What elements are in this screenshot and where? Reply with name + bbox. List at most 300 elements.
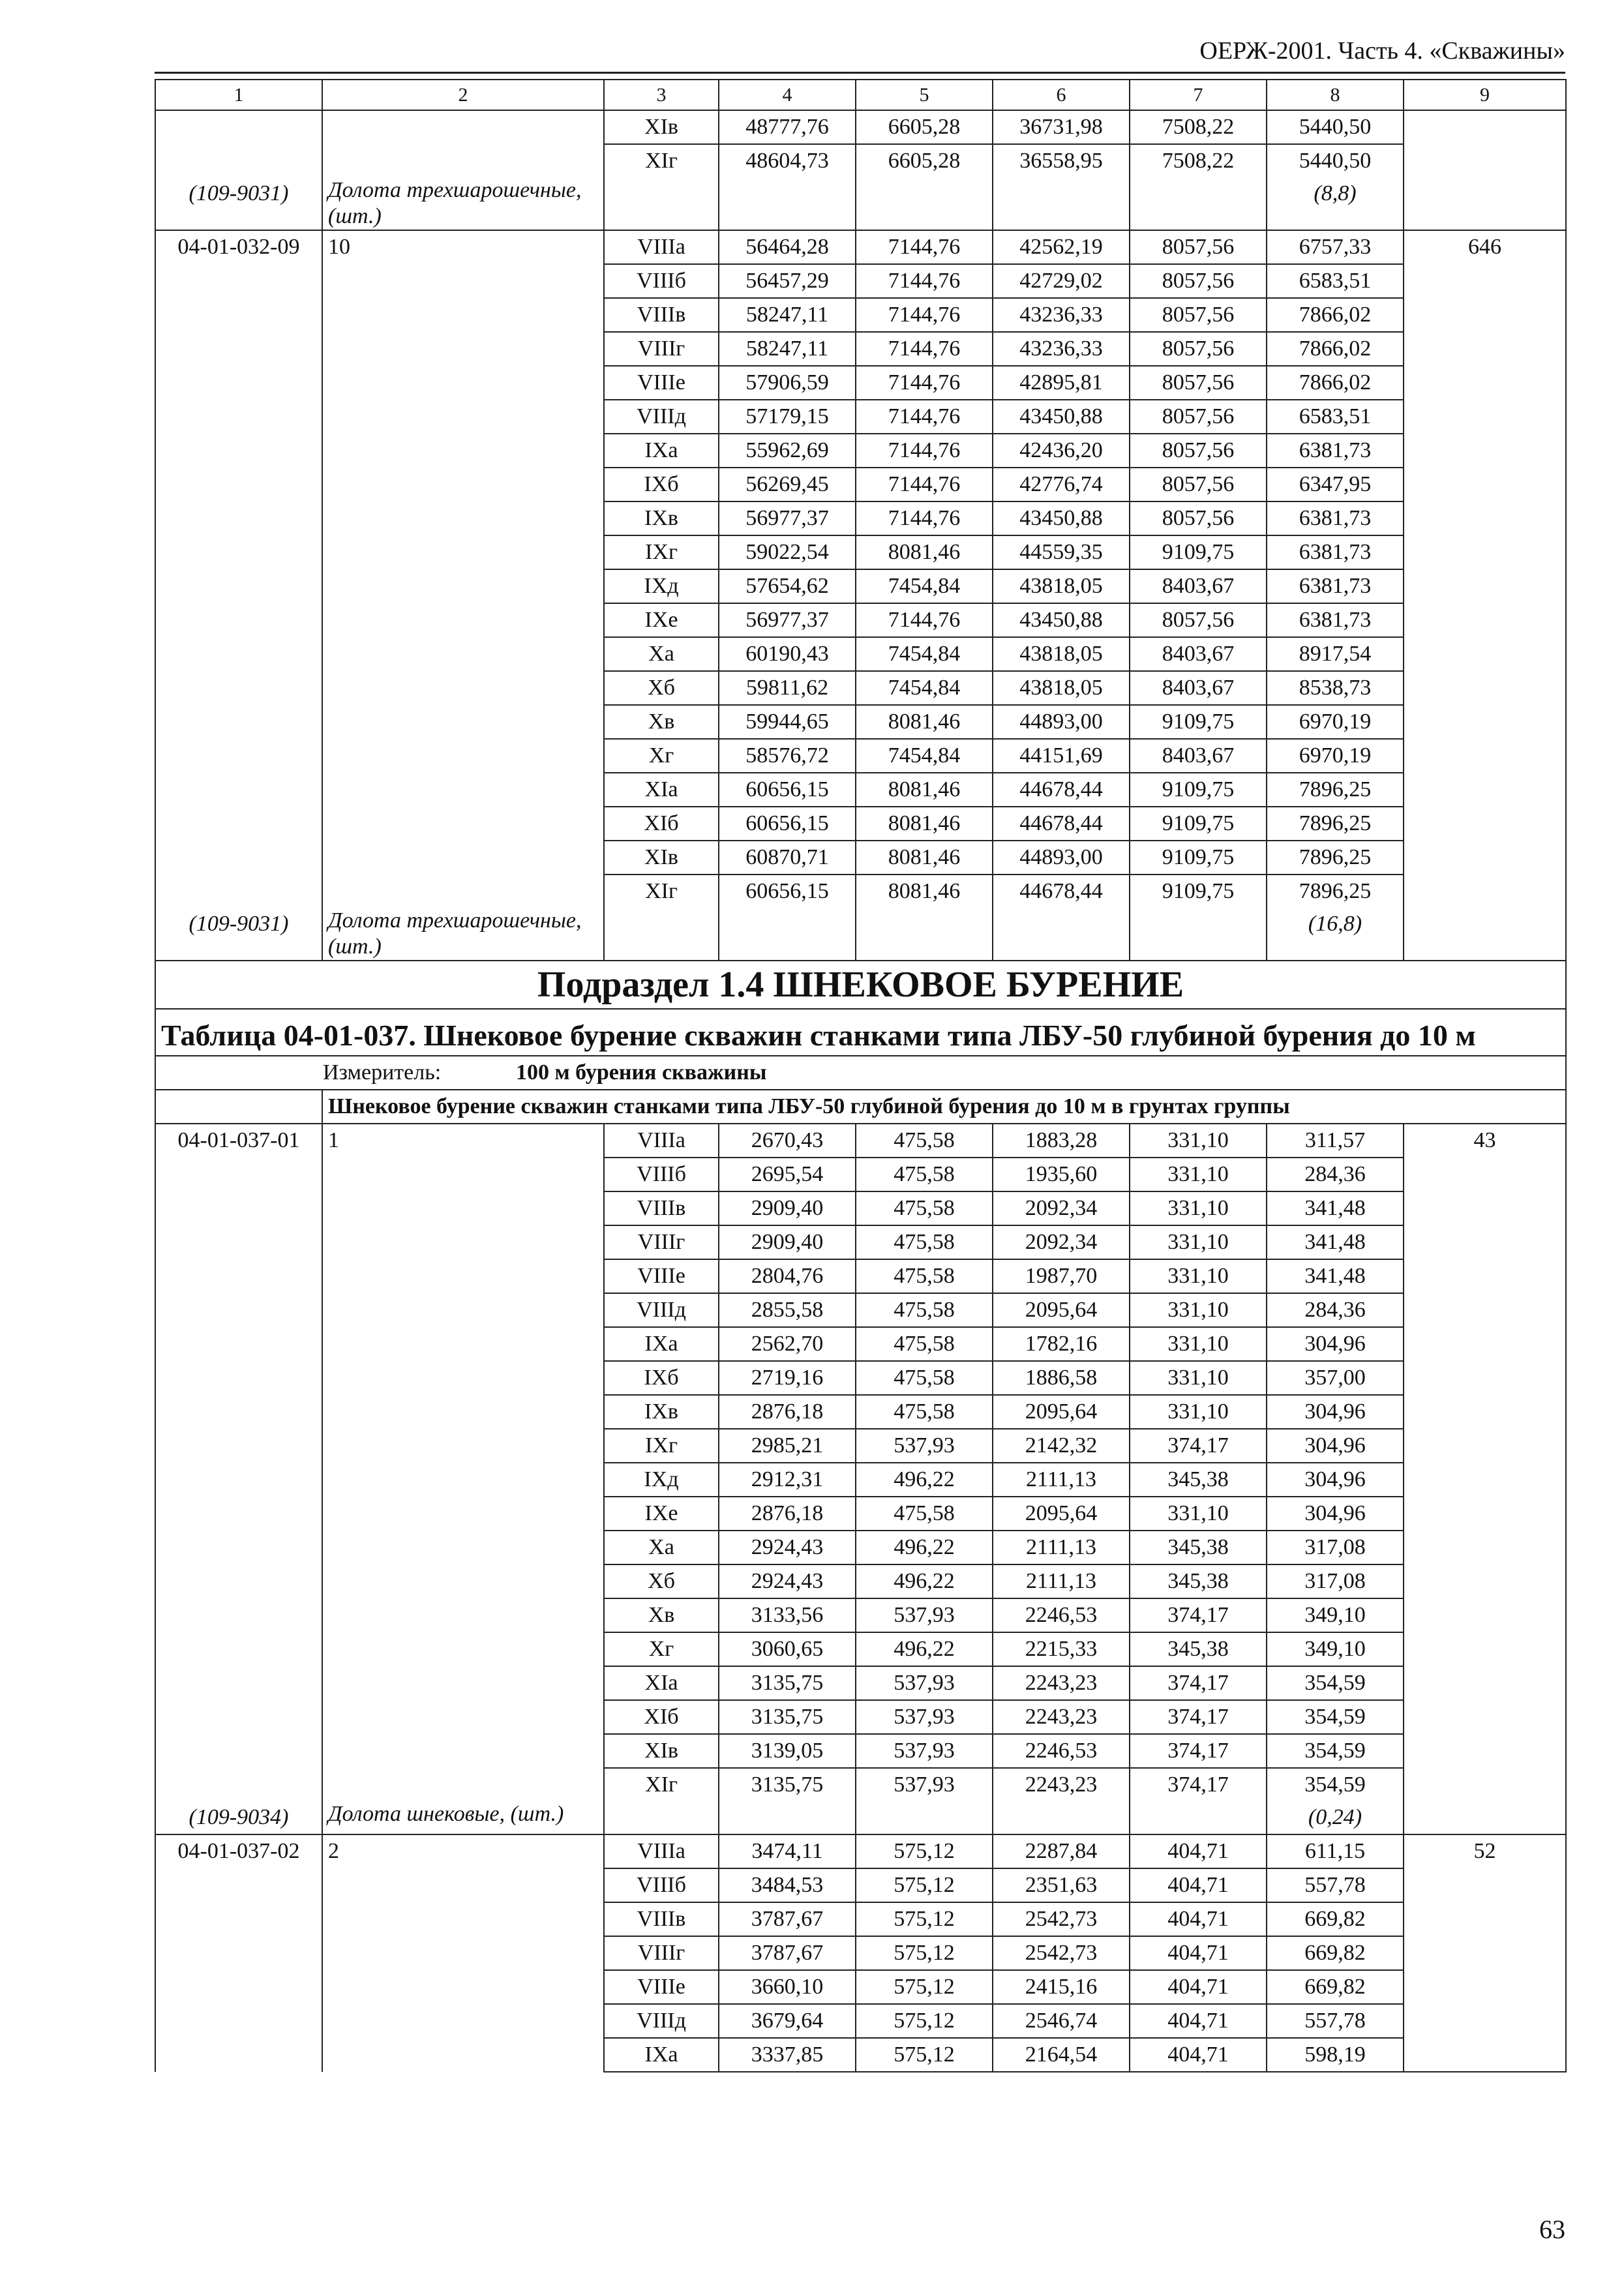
price-value: 331,10: [1130, 1293, 1267, 1327]
price-value: 7144,76: [856, 366, 993, 400]
price-value: 9109,75: [1130, 773, 1267, 807]
soil-group: XIг: [604, 144, 719, 177]
price-value: 2670,43: [719, 1124, 856, 1158]
price-value: 42729,02: [993, 264, 1130, 298]
price-value: 2876,18: [719, 1497, 856, 1531]
soil-group: IXа: [604, 1327, 719, 1361]
price-value: 2287,84: [993, 1834, 1130, 1868]
soil-group: VIIIа: [604, 1834, 719, 1868]
price-value: 1883,28: [993, 1124, 1130, 1158]
price-value: 8057,56: [1130, 264, 1267, 298]
resource-name: Долота трехшарошечные, (шт.): [322, 177, 604, 230]
soil-group: Xг: [604, 739, 719, 773]
price-value: 1987,70: [993, 1259, 1130, 1293]
table-title: Таблица 04-01-037. Шнековое бурение скважин станками типа ЛБУ-50 глубиной бурения до 10 м: [155, 1009, 1566, 1056]
soil-group: VIIIе: [604, 366, 719, 400]
resource-empty: [1130, 908, 1267, 961]
price-value: 56464,28: [719, 230, 856, 264]
section-title: Подраздел 1.4 ШНЕКОВОЕ БУРЕНИЕ: [155, 961, 1566, 1009]
price-value: 557,78: [1267, 1868, 1404, 1902]
soil-group: Xв: [604, 705, 719, 739]
price-value: 60656,15: [719, 773, 856, 807]
price-value: 317,08: [1267, 1564, 1404, 1598]
resource-empty: [604, 908, 719, 961]
price-value: 5440,50: [1267, 110, 1404, 144]
price-value: 6381,73: [1267, 501, 1404, 535]
price-value: 6605,28: [856, 110, 993, 144]
soil-group: XIв: [604, 841, 719, 875]
resource-empty: [993, 1801, 1130, 1834]
price-value: 3133,56: [719, 1598, 856, 1632]
price-value: 6347,95: [1267, 468, 1404, 501]
soil-group: Xв: [604, 1598, 719, 1632]
measure-value: 100 м бурения скважины: [516, 1060, 767, 1085]
price-value: 575,12: [856, 1936, 993, 1970]
price-value: 404,71: [1130, 1970, 1267, 2004]
price-value: 1935,60: [993, 1158, 1130, 1191]
column-9-value: 52: [1404, 1834, 1566, 2072]
price-value: 7896,25: [1267, 773, 1404, 807]
soil-group: VIIIе: [604, 1970, 719, 2004]
price-value: 6381,73: [1267, 569, 1404, 603]
soil-group: VIIIд: [604, 400, 719, 434]
price-value: 44678,44: [993, 875, 1130, 908]
price-value: 2164,54: [993, 2038, 1130, 2072]
price-value: 43818,05: [993, 671, 1130, 705]
price-value: 304,96: [1267, 1395, 1404, 1429]
resource-empty: [1130, 1801, 1267, 1834]
price-value: 7454,84: [856, 671, 993, 705]
price-value: 7144,76: [856, 332, 993, 366]
price-value: 2855,58: [719, 1293, 856, 1327]
price-value: 8057,56: [1130, 230, 1267, 264]
price-value: 8403,67: [1130, 739, 1267, 773]
price-value: 2695,54: [719, 1158, 856, 1191]
price-value: 7866,02: [1267, 332, 1404, 366]
soil-group: Xа: [604, 1531, 719, 1564]
price-value: 475,58: [856, 1225, 993, 1259]
price-value: 3787,67: [719, 1936, 856, 1970]
table-row: [155, 1834, 1566, 1868]
price-value: 7144,76: [856, 468, 993, 501]
norm-code-empty: [155, 110, 322, 177]
price-value: 537,93: [856, 1429, 993, 1463]
measure: [155, 1056, 1566, 1090]
price-value: 9109,75: [1130, 535, 1267, 569]
price-value: 331,10: [1130, 1497, 1267, 1531]
soil-group: Xб: [604, 1564, 719, 1598]
price-value: 317,08: [1267, 1531, 1404, 1564]
price-value: 354,59: [1267, 1734, 1404, 1768]
price-value: 7896,25: [1267, 841, 1404, 875]
soil-group: IXб: [604, 468, 719, 501]
price-value: 43818,05: [993, 637, 1130, 671]
price-value: 44559,35: [993, 535, 1130, 569]
price-value: 331,10: [1130, 1259, 1267, 1293]
soil-group: XIв: [604, 110, 719, 144]
price-value: 349,10: [1267, 1632, 1404, 1666]
price-value: 36558,95: [993, 144, 1130, 177]
price-value: 8403,67: [1130, 637, 1267, 671]
price-value: 2095,64: [993, 1293, 1130, 1327]
resource-name: Долота трехшарошечные, (шт.): [322, 908, 604, 961]
price-value: 284,36: [1267, 1158, 1404, 1191]
price-value: 55962,69: [719, 434, 856, 468]
soil-group: XIа: [604, 1666, 719, 1700]
soil-group: IXг: [604, 1429, 719, 1463]
price-value: 7896,25: [1267, 807, 1404, 841]
price-value: 345,38: [1130, 1564, 1267, 1598]
price-value: 7866,02: [1267, 298, 1404, 332]
price-value: 9109,75: [1130, 807, 1267, 841]
price-value: 48604,73: [719, 144, 856, 177]
price-value: 7144,76: [856, 230, 993, 264]
price-value: 58247,11: [719, 332, 856, 366]
price-value: 575,12: [856, 1834, 993, 1868]
price-value: 8057,56: [1130, 298, 1267, 332]
price-value: 2111,13: [993, 1531, 1130, 1564]
measure-row: [155, 1056, 1566, 1090]
price-value: 2562,70: [719, 1327, 856, 1361]
soil-group: IXе: [604, 603, 719, 637]
price-value: 60190,43: [719, 637, 856, 671]
price-value: 42436,20: [993, 434, 1130, 468]
price-value: 59944,65: [719, 705, 856, 739]
price-value: 3660,10: [719, 1970, 856, 2004]
soil-group: XIа: [604, 773, 719, 807]
column-number-row: [155, 80, 1566, 110]
price-value: 404,71: [1130, 2038, 1267, 2072]
price-value: 475,58: [856, 1259, 993, 1293]
price-value: 42562,19: [993, 230, 1130, 264]
price-value: 42895,81: [993, 366, 1130, 400]
subtitle-row: [155, 1090, 1566, 1124]
document-header: ОЕРЖ-2001. Часть 4. «Скважины»: [1199, 37, 1565, 65]
price-value: 537,93: [856, 1666, 993, 1700]
price-value: 2095,64: [993, 1497, 1130, 1531]
price-value: 2246,53: [993, 1598, 1130, 1632]
price-value: 345,38: [1130, 1632, 1267, 1666]
soil-group: VIIIб: [604, 1868, 719, 1902]
price-value: 44893,00: [993, 705, 1130, 739]
price-value: 475,58: [856, 1395, 993, 1429]
price-value: 404,71: [1130, 1936, 1267, 1970]
price-value: 2985,21: [719, 1429, 856, 1463]
price-value: 8057,56: [1130, 603, 1267, 637]
price-value: 404,71: [1130, 1834, 1267, 1868]
price-value: 56269,45: [719, 468, 856, 501]
price-value: 57654,62: [719, 569, 856, 603]
price-value: 56457,29: [719, 264, 856, 298]
price-value: 2876,18: [719, 1395, 856, 1429]
soil-group: XIг: [604, 1768, 719, 1801]
price-value: 7144,76: [856, 434, 993, 468]
price-value: 3679,64: [719, 2004, 856, 2038]
column-number: 9: [1404, 80, 1566, 110]
price-value: 7454,84: [856, 569, 993, 603]
price-value: 2909,40: [719, 1225, 856, 1259]
price-value: 58576,72: [719, 739, 856, 773]
price-value: 6583,51: [1267, 400, 1404, 434]
price-value: 7144,76: [856, 603, 993, 637]
resource-empty: [604, 177, 719, 230]
price-value: 7144,76: [856, 400, 993, 434]
price-value: 475,58: [856, 1191, 993, 1225]
price-value: 57906,59: [719, 366, 856, 400]
price-value: 404,71: [1130, 1868, 1267, 1902]
price-value: 6381,73: [1267, 603, 1404, 637]
resource-empty: [856, 908, 993, 961]
price-value: 304,96: [1267, 1327, 1404, 1361]
soil-group: IXа: [604, 434, 719, 468]
norm-code: 04-01-037-01: [155, 1124, 322, 1801]
table-title-row: [155, 1009, 1566, 1056]
resource-quantity: (0,24): [1267, 1801, 1404, 1834]
price-value: 2215,33: [993, 1632, 1130, 1666]
resource-empty: [993, 908, 1130, 961]
price-value: 2924,43: [719, 1531, 856, 1564]
table-row: [155, 230, 1566, 264]
price-value: 3474,11: [719, 1834, 856, 1868]
price-value: 341,48: [1267, 1225, 1404, 1259]
price-value: 341,48: [1267, 1191, 1404, 1225]
price-value: 8057,56: [1130, 501, 1267, 535]
price-value: 331,10: [1130, 1225, 1267, 1259]
price-value: 341,48: [1267, 1259, 1404, 1293]
resource-row: [155, 908, 1566, 961]
soil-group: VIIIа: [604, 230, 719, 264]
soil-group: IXб: [604, 1361, 719, 1395]
column-9-value: 43: [1404, 1124, 1566, 1834]
price-value: 475,58: [856, 1293, 993, 1327]
price-value: 43818,05: [993, 569, 1130, 603]
price-value: 331,10: [1130, 1395, 1267, 1429]
price-value: 44151,69: [993, 739, 1130, 773]
resource-row: [155, 177, 1566, 230]
price-value: 496,22: [856, 1463, 993, 1497]
table-row: [155, 110, 1566, 144]
price-value: 2719,16: [719, 1361, 856, 1395]
price-value: 7454,84: [856, 739, 993, 773]
column-9-value: [1404, 110, 1566, 230]
price-value: 3139,05: [719, 1734, 856, 1768]
price-value: 311,57: [1267, 1124, 1404, 1158]
price-value: 374,17: [1130, 1598, 1267, 1632]
price-value: 43236,33: [993, 332, 1130, 366]
price-value: 56977,37: [719, 501, 856, 535]
column-number: 2: [322, 80, 604, 110]
price-value: 2415,16: [993, 1970, 1130, 2004]
price-value: 6757,33: [1267, 230, 1404, 264]
soil-group: VIIIг: [604, 1936, 719, 1970]
price-value: 537,93: [856, 1768, 993, 1801]
price-value: 6970,19: [1267, 705, 1404, 739]
measure-label: Измеритель:: [323, 1060, 442, 1085]
price-value: 8081,46: [856, 705, 993, 739]
column-number: 7: [1130, 80, 1267, 110]
price-value: 8057,56: [1130, 434, 1267, 468]
price-value: 598,19: [1267, 2038, 1404, 2072]
price-value: 59811,62: [719, 671, 856, 705]
norm-name: 1: [322, 1124, 604, 1801]
price-value: 2111,13: [993, 1463, 1130, 1497]
price-value: 284,36: [1267, 1293, 1404, 1327]
price-value: 43236,33: [993, 298, 1130, 332]
soil-group: VIIIб: [604, 1158, 719, 1191]
price-value: 36731,98: [993, 110, 1130, 144]
soil-group: VIIIд: [604, 1293, 719, 1327]
column-number: 4: [719, 80, 856, 110]
price-value: 669,82: [1267, 1970, 1404, 2004]
price-value: 475,58: [856, 1158, 993, 1191]
price-value: 6605,28: [856, 144, 993, 177]
soil-group: XIб: [604, 807, 719, 841]
price-value: 2546,74: [993, 2004, 1130, 2038]
price-value: 304,96: [1267, 1463, 1404, 1497]
soil-group: VIIIе: [604, 1259, 719, 1293]
price-value: 537,93: [856, 1598, 993, 1632]
price-value: 7454,84: [856, 637, 993, 671]
resource-quantity: (16,8): [1267, 908, 1404, 961]
price-value: 2092,34: [993, 1191, 1130, 1225]
price-value: 8057,56: [1130, 400, 1267, 434]
price-value: 537,93: [856, 1700, 993, 1734]
column-number: 8: [1267, 80, 1404, 110]
price-value: 43450,88: [993, 603, 1130, 637]
price-value: 354,59: [1267, 1768, 1404, 1801]
price-value: 60656,15: [719, 807, 856, 841]
price-value: 2243,23: [993, 1768, 1130, 1801]
price-value: 7508,22: [1130, 110, 1267, 144]
price-value: 5440,50: [1267, 144, 1404, 177]
column-number: 5: [856, 80, 993, 110]
price-value: 345,38: [1130, 1531, 1267, 1564]
price-value: 8081,46: [856, 875, 993, 908]
resource-row: [155, 1801, 1566, 1834]
price-value: 8081,46: [856, 773, 993, 807]
price-value: 557,78: [1267, 2004, 1404, 2038]
price-value: 304,96: [1267, 1429, 1404, 1463]
price-value: 43450,88: [993, 400, 1130, 434]
price-value: 404,71: [1130, 2004, 1267, 2038]
price-value: 3787,67: [719, 1902, 856, 1936]
price-value: 1782,16: [993, 1327, 1130, 1361]
price-value: 331,10: [1130, 1124, 1267, 1158]
price-value: 496,22: [856, 1632, 993, 1666]
price-value: 9109,75: [1130, 705, 1267, 739]
price-value: 3060,65: [719, 1632, 856, 1666]
price-value: 43450,88: [993, 501, 1130, 535]
price-value: 475,58: [856, 1361, 993, 1395]
price-value: 44893,00: [993, 841, 1130, 875]
norm-code: 04-01-037-02: [155, 1834, 322, 2072]
price-value: 2542,73: [993, 1936, 1130, 1970]
soil-group: IXг: [604, 535, 719, 569]
price-value: 3135,75: [719, 1700, 856, 1734]
resource-empty: [719, 908, 856, 961]
soil-group: VIIIв: [604, 1902, 719, 1936]
price-value: 42776,74: [993, 468, 1130, 501]
norm-name-empty: [322, 110, 604, 177]
price-value: 575,12: [856, 1868, 993, 1902]
price-value: 8057,56: [1130, 468, 1267, 501]
price-value: 575,12: [856, 2038, 993, 2072]
price-value: 60656,15: [719, 875, 856, 908]
price-value: 8057,56: [1130, 366, 1267, 400]
price-value: 57179,15: [719, 400, 856, 434]
column-number: 6: [993, 80, 1130, 110]
resource-empty: [604, 1801, 719, 1834]
price-value: 58247,11: [719, 298, 856, 332]
soil-group: VIIIв: [604, 1191, 719, 1225]
resource-code: (109-9031): [155, 908, 322, 961]
header-rule: [155, 72, 1565, 74]
price-value: 475,58: [856, 1124, 993, 1158]
price-value: 8057,56: [1130, 332, 1267, 366]
price-value: 354,59: [1267, 1700, 1404, 1734]
price-value: 60870,71: [719, 841, 856, 875]
price-table: [155, 79, 1567, 2072]
price-value: 354,59: [1267, 1666, 1404, 1700]
soil-group: IXв: [604, 1395, 719, 1429]
soil-group: VIIIб: [604, 264, 719, 298]
price-value: 8917,54: [1267, 637, 1404, 671]
soil-group: Xг: [604, 1632, 719, 1666]
price-value: 3484,53: [719, 1868, 856, 1902]
price-value: 374,17: [1130, 1768, 1267, 1801]
price-value: 611,15: [1267, 1834, 1404, 1868]
price-value: 475,58: [856, 1497, 993, 1531]
price-value: 56977,37: [719, 603, 856, 637]
price-value: 669,82: [1267, 1936, 1404, 1970]
price-value: 59022,54: [719, 535, 856, 569]
resource-empty: [993, 177, 1130, 230]
column-9-value: 646: [1404, 230, 1566, 961]
price-value: 2909,40: [719, 1191, 856, 1225]
price-value: 304,96: [1267, 1497, 1404, 1531]
soil-group: VIIIд: [604, 2004, 719, 2038]
price-value: 2243,23: [993, 1666, 1130, 1700]
soil-group: Xб: [604, 671, 719, 705]
price-value: 374,17: [1130, 1700, 1267, 1734]
soil-group: IXд: [604, 569, 719, 603]
price-value: 7144,76: [856, 298, 993, 332]
price-value: 2542,73: [993, 1902, 1130, 1936]
price-value: 496,22: [856, 1531, 993, 1564]
soil-group: VIIIа: [604, 1124, 719, 1158]
price-value: 3135,75: [719, 1666, 856, 1700]
price-value: 2142,32: [993, 1429, 1130, 1463]
norm-name: 2: [322, 1834, 604, 2072]
subtitle: Шнековое бурение скважин станками типа ЛБУ-50 глубиной бурения до 10 м в грунтах группы: [322, 1090, 1566, 1124]
price-value: 475,58: [856, 1327, 993, 1361]
resource-empty: [1130, 177, 1267, 230]
price-value: 669,82: [1267, 1902, 1404, 1936]
resource-empty: [719, 177, 856, 230]
price-value: 575,12: [856, 1970, 993, 2004]
price-value: 9109,75: [1130, 875, 1267, 908]
price-value: 496,22: [856, 1564, 993, 1598]
table-row: [155, 1124, 1566, 1158]
price-value: 7508,22: [1130, 144, 1267, 177]
soil-group: IXе: [604, 1497, 719, 1531]
resource-empty: [856, 177, 993, 230]
price-value: 8081,46: [856, 841, 993, 875]
price-value: 2246,53: [993, 1734, 1130, 1768]
price-value: 3337,85: [719, 2038, 856, 2072]
soil-group: IXв: [604, 501, 719, 535]
norm-code: 04-01-032-09: [155, 230, 322, 908]
